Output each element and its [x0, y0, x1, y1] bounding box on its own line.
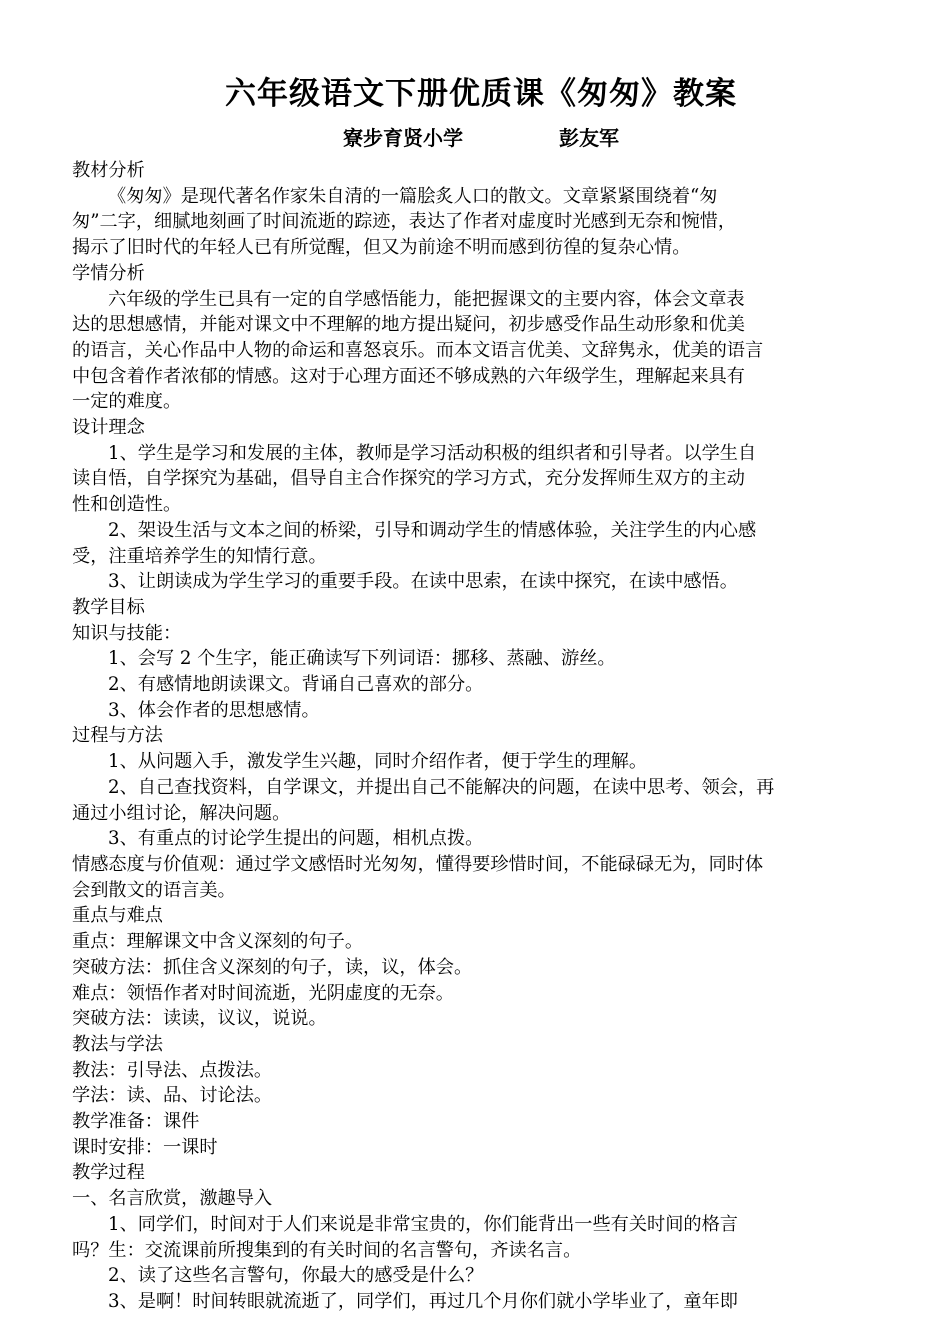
body-text — [72, 158, 890, 1315]
text-line-content: 教学准备：课件 — [72, 1111, 200, 1133]
text-line — [72, 1212, 890, 1238]
author-name: 彭友军 — [559, 126, 619, 150]
document-title: 六年级语文下册优质课《匆匆》教案 — [225, 76, 737, 112]
text-line — [72, 775, 890, 801]
text-line-content: 教学过程 — [72, 1162, 145, 1184]
text-line-content: 3、是啊！时间转眼就流逝了，同学们，再过几个月你们就小学毕业了，童年即 — [108, 1290, 738, 1312]
text-line — [72, 1109, 890, 1135]
text-line — [72, 955, 890, 981]
text-line — [72, 338, 890, 364]
text-line — [72, 621, 890, 647]
text-line-content: 吗？生：交流课前所搜集到的有关时间的名言警句，齐读名言。 — [72, 1239, 582, 1261]
text-line — [72, 852, 890, 878]
text-line-content: 2、读了这些名言警句，你最大的感受是什么？ — [108, 1265, 484, 1287]
text-line-content: 2、自己查找资料，自学课文，并提出自己不能解决的问题，在读中思考、领会，再 — [108, 776, 775, 798]
text-line — [72, 441, 890, 467]
text-line-content: 3、让朗读成为学生学习的重要手段。在读中思索，在读中探究，在读中感悟。 — [108, 571, 738, 593]
text-line-content: 1、从问题入手，激发学生兴趣，同时介绍作者，便于学生的理解。 — [108, 751, 648, 773]
text-line — [72, 209, 890, 235]
text-line-content: 3、体会作者的思想感情。 — [108, 699, 320, 721]
text-line-content: 2、有感情地朗读课文。背诵自己喜欢的部分。 — [108, 674, 484, 696]
document-page — [72, 72, 890, 1315]
text-line — [72, 1006, 890, 1032]
text-line — [72, 723, 890, 749]
text-line-content: 2、架设生活与文本之间的桥梁，引导和调动学生的情感体验，关注学生的内心感 — [108, 519, 757, 541]
text-line-content: 《匆匆》是现代著名作家朱自清的一篇脍炙人口的散文。文章紧紧围绕着“匆 — [108, 185, 718, 207]
text-line-content: 1、同学们，时间对于人们来说是非常宝贵的，你们能背出一些有关时间的格言 — [108, 1213, 738, 1235]
text-line — [72, 826, 890, 852]
text-line-content: 受，注重培养学生的知情行意。 — [72, 545, 327, 567]
text-line-content: 一、名言欣赏，激趣导入 — [72, 1188, 273, 1210]
text-line — [72, 1083, 890, 1109]
text-line — [72, 1289, 890, 1315]
text-line — [72, 415, 890, 441]
text-line — [72, 646, 890, 672]
text-line-content: 1、会写 2 个生字，能正确读写下列词语：挪移、蒸融、游丝。 — [108, 648, 616, 670]
text-line-content: 突破方法：抓住含义深刻的句子，读，议，体会。 — [72, 956, 473, 978]
school-name: 寮步育贤小学 — [343, 126, 463, 150]
text-line-content: 情感态度与价值观：通过学文感悟时光匆匆，懂得要珍惜时间，不能碌碌无为，同时体 — [72, 853, 764, 875]
text-line — [72, 544, 890, 570]
text-line — [72, 518, 890, 544]
text-line — [72, 235, 890, 261]
text-line-content: 学情分析 — [72, 262, 145, 284]
text-line-content: 教学目标 — [72, 596, 145, 618]
text-line — [72, 1135, 890, 1161]
text-line-content: 匆”二字，细腻地刻画了时间流逝的踪迹，表达了作者对虚度时光感到无奈和惋惜， — [72, 211, 737, 233]
text-line — [72, 569, 890, 595]
text-line-content: 教材分析 — [72, 160, 145, 181]
text-line — [72, 1238, 890, 1264]
text-line-content: 中包含着作者浓郁的情感。这对于心理方面还不够成熟的六年级学生，理解起来具有 — [72, 365, 745, 387]
text-line — [72, 158, 890, 184]
text-line — [72, 1058, 890, 1084]
text-line-content: 设计理念 — [72, 417, 145, 439]
text-line-content: 1、学生是学习和发展的主体，教师是学习活动积极的组织者和引导者。以学生自 — [108, 442, 757, 464]
text-line — [72, 312, 890, 338]
text-line — [72, 878, 890, 904]
text-line-content: 的语言，关心作品中人物的命运和喜怒哀乐。而本文语言优美、文辞隽永，优美的语言 — [72, 339, 764, 361]
text-line — [72, 261, 890, 287]
text-line-content: 达的思想感情，并能对课文中不理解的地方提出疑问，初步感受作品生动形象和优美 — [72, 314, 745, 336]
text-line-content: 突破方法：读读，议议，说说。 — [72, 1008, 327, 1030]
text-line-content: 过程与方法 — [72, 725, 163, 747]
text-line — [72, 466, 890, 492]
byline — [72, 120, 890, 156]
text-line — [72, 749, 890, 775]
text-line-content: 重点：理解课文中含义深刻的句子。 — [72, 931, 364, 953]
text-line-content: 性和创造性。 — [72, 494, 182, 516]
text-line-content: 重点与难点 — [72, 905, 163, 927]
text-line — [72, 1263, 890, 1289]
text-line-content: 一定的难度。 — [72, 391, 182, 413]
text-line-content: 学法：读、品、讨论法。 — [72, 1085, 273, 1107]
text-line — [72, 929, 890, 955]
text-line-content: 知识与技能： — [72, 622, 182, 644]
text-line-content: 难点：领悟作者对时间流逝，光阴虚度的无奈。 — [72, 982, 454, 1004]
text-line — [72, 287, 890, 313]
text-line — [72, 698, 890, 724]
text-line-content: 通过小组讨论，解决问题。 — [72, 802, 291, 824]
text-line — [72, 184, 890, 210]
text-line — [72, 595, 890, 621]
text-line-content: 揭示了旧时代的年轻人已有所觉醒，但又为前途不明而感到彷徨的复杂心情。 — [72, 237, 691, 259]
text-line-content: 读自悟，自学探究为基础，倡导自主合作探究的学习方式，充分发挥师生双方的主动 — [72, 468, 745, 490]
text-line-content: 3、有重点的讨论学生提出的问题，相机点拨。 — [108, 828, 484, 850]
text-line-content: 课时安排：一课时 — [72, 1136, 218, 1158]
text-line — [72, 1160, 890, 1186]
text-line — [72, 1186, 890, 1212]
text-line — [72, 389, 890, 415]
text-line-content: 会到散文的语言美。 — [72, 879, 236, 901]
text-line — [72, 492, 890, 518]
text-line — [72, 903, 890, 929]
text-line — [72, 1032, 890, 1058]
text-line-content: 六年级的学生已具有一定的自学感悟能力，能把握课文的主要内容，体会文章表 — [108, 288, 745, 310]
text-line — [72, 364, 890, 390]
text-line-content: 教法与学法 — [72, 1033, 163, 1055]
text-line — [72, 801, 890, 827]
text-line — [72, 981, 890, 1007]
text-line — [72, 672, 890, 698]
text-line-content: 教法：引导法、点拨法。 — [72, 1059, 273, 1081]
